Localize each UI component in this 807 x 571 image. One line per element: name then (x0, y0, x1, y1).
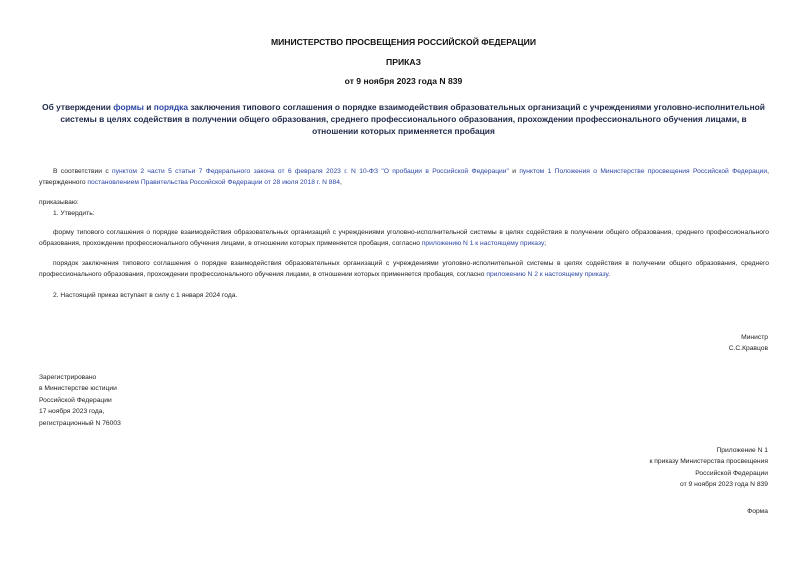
ministry-heading: МИНИСТЕРСТВО ПРОСВЕЩЕНИЯ РОССИЙСКОЙ ФЕДЕРАЦИИ (270, 37, 537, 47)
title-part-2: и (143, 102, 154, 112)
item-1: 1. Утвердить: (53, 210, 95, 217)
appendix-line-4: от 9 ноября 2023 года N 839 (680, 481, 768, 489)
preamble-link-law[interactable]: пунктом 2 части 5 статьи 7 Федерального закона от 6 февраля 2023 г. N 10-ФЗ "О пробации в Российской Федерации" (112, 168, 509, 175)
registration-block (39, 372, 121, 429)
preamble-link-resolution[interactable]: постановлением Правительства Российской Федерации от 28 июля 2018 г. N 884 (87, 179, 340, 187)
form-paragraph-text: форму типового соглашения о порядке взаимодействия образовательных организаций с учреждениями уголовно-исполнительной системы в целях содействия в получении общего образования, среднего профессионального образования, прохождении профессионального обучения лицами, в отношении которых применяется пробация, согласно (39, 229, 769, 248)
orders-word: приказываю: (39, 199, 79, 206)
form-paragraph-link-appendix-1[interactable]: приложению N 1 к настоящему приказу (421, 240, 545, 248)
registration-line-4: 17 ноября 2023 года, (39, 408, 105, 416)
document-title (40, 101, 767, 138)
preamble-part-4: , (339, 179, 342, 187)
appendix-block (649, 445, 768, 491)
preamble-part-2: и (508, 168, 520, 175)
appendix-line-3: Российской Федерации (695, 469, 768, 477)
doc-type-heading: ПРИКАЗ (386, 57, 421, 67)
form-paragraph (39, 227, 769, 250)
registration-line-2: в Министерстве юстиции (39, 385, 117, 393)
order-paragraph (39, 258, 769, 281)
item-2: 2. Настоящий приказ вступает в силу с 1 января 2024 года. (53, 292, 238, 299)
title-part-1: Об утверждении (42, 102, 114, 112)
title-part-3: заключения типового соглашения о порядке взаимодействия образовательных организаций с учреждениями уголовно-исполнительной системы в целях содействия в получении общего образования, среднего профессионального образования, прохождении профессионального обучения лицами, в отношении которых применяется пробация (60, 102, 765, 137)
registration-line-5: регистрационный N 76003 (39, 419, 121, 427)
signature-block (729, 332, 768, 355)
signature-name: С.С.Кравцов (728, 345, 768, 353)
order-paragraph-link-appendix-2[interactable]: приложению N 2 к настоящему приказу (486, 271, 609, 279)
signature-position: Министр (741, 334, 768, 341)
appendix-line-2: к приказу Министерства просвещения (649, 458, 768, 466)
form-label: Форма (747, 508, 768, 515)
preamble-part-1: В соответствии с (53, 168, 113, 175)
preamble-link-regulation[interactable]: пунктом 1 Положения о Министерстве просвещения Российской Федерации (519, 168, 768, 175)
title-link-order[interactable]: порядка (153, 102, 188, 112)
form-paragraph-end: ; (544, 240, 547, 248)
registration-line-1: Зарегистрировано (39, 374, 97, 381)
order-paragraph-end: . (608, 271, 610, 279)
doc-date-number: от 9 ноября 2023 года N 839 (344, 76, 463, 86)
registration-line-3: Российской Федерации (39, 396, 112, 404)
preamble-paragraph (39, 166, 769, 189)
appendix-line-1: Приложение N 1 (716, 447, 768, 454)
order-paragraph-text: порядок заключения типового соглашения о порядке взаимодействия образовательных организаций с учреждениями уголовно-исполнительной системы в целях содействия в получении общего образования, среднего профессионального образования, прохождении профессионального обучения лицами, в отношении которых применяется пробация, согласно (39, 260, 769, 279)
title-link-form[interactable]: формы (113, 102, 144, 112)
preamble-part-3: , утвержденного (39, 168, 770, 187)
